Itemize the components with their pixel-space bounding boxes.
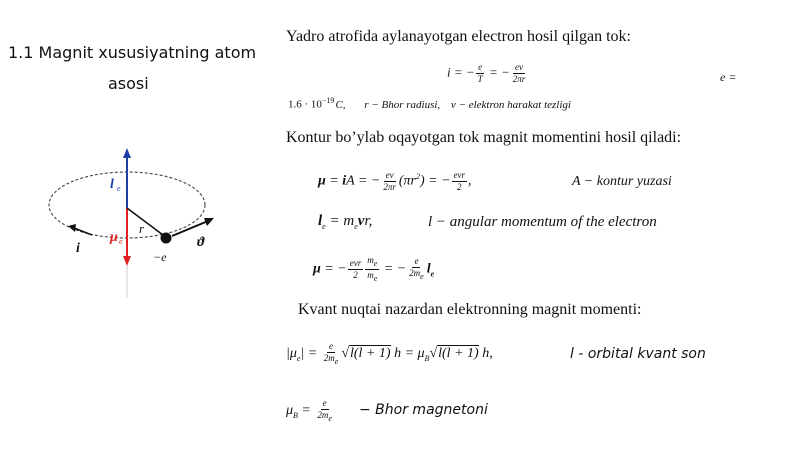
formula1-constants xyxy=(288,96,571,111)
velocity-arrow xyxy=(172,221,208,236)
current-arrowhead xyxy=(68,224,76,232)
charge-value-prefix: e = xyxy=(720,70,737,84)
charge-unit: C, xyxy=(335,98,346,111)
slide-title: 1.1 Magnit xususiyatning atom xyxy=(8,43,257,62)
angular-momentum-arrowhead xyxy=(123,148,131,158)
label-l-sub: e xyxy=(117,184,121,193)
charge-value: 1.6 · 10 xyxy=(288,98,322,111)
bohr-note: − Bhor magnetoni xyxy=(359,402,488,418)
quantum-text: Kvant nuqtai nazardan elektronning magnit momenti: xyxy=(298,301,642,318)
intro-text: Yadro atrofida aylanayotgan electron hosil qilgan tok: xyxy=(286,28,631,45)
current-formula: i = − $\frac{e}{T}$ = − $\frac{ev}{2\pi r}$ xyxy=(447,62,526,84)
label-mu-sub: e xyxy=(119,237,123,246)
electron xyxy=(161,233,172,244)
current-arrow xyxy=(74,228,92,235)
label-mu: μ xyxy=(110,230,118,245)
slide-title-line2: asosi xyxy=(108,74,149,93)
contour-text: Kontur bo’ylab oqayotgan tok magnit momentini hosil qiladi: xyxy=(286,129,682,146)
label-charge: −e xyxy=(153,250,167,264)
charge-exponent: −19 xyxy=(321,96,335,105)
area-note: A − kontur yuzasi xyxy=(572,174,672,189)
radius-note: r − Bhor radiusi, xyxy=(364,98,441,111)
radius-line xyxy=(127,208,163,235)
orbital-note: l - orbital kvant son xyxy=(570,346,706,362)
label-r: r xyxy=(139,221,145,236)
quantum-moment-formula: $|\mu_e|$ = $\frac{e}{2m_e}$ √l(l + 1) $h = \mu_B√l(l + 1)$ h, xyxy=(286,341,493,366)
velocity-note: v − elektron harakat tezligi xyxy=(450,98,571,111)
bohr-magneton-formula: $\mu_B$ = $\frac{e}{2m_e}$ xyxy=(286,398,332,423)
label-l: l xyxy=(110,177,114,192)
moment-formula: μ = iA = − $\frac{ev}{2\pi r}$ $(\pi r^2)$ = − $\frac{\text{evr}}{2}$ , xyxy=(318,170,472,192)
label-i: i xyxy=(76,241,80,256)
angular-momentum-note: l − angular momentum of the electron xyxy=(428,214,657,230)
moment-relation-formula: μ = − $\frac{\text{evr}}{2}$ $\frac{m_e}{m_e}$ = − $\frac{e}{2m_e}$ $l_e$ xyxy=(313,255,435,283)
magnetic-moment-diagram xyxy=(40,140,240,300)
magnetic-moment-arrowhead xyxy=(123,256,131,266)
velocity-arrowhead xyxy=(204,218,214,226)
label-velocity: ϑ xyxy=(197,235,205,250)
angular-momentum-formula: $l_e = m_evr$, xyxy=(318,213,373,231)
